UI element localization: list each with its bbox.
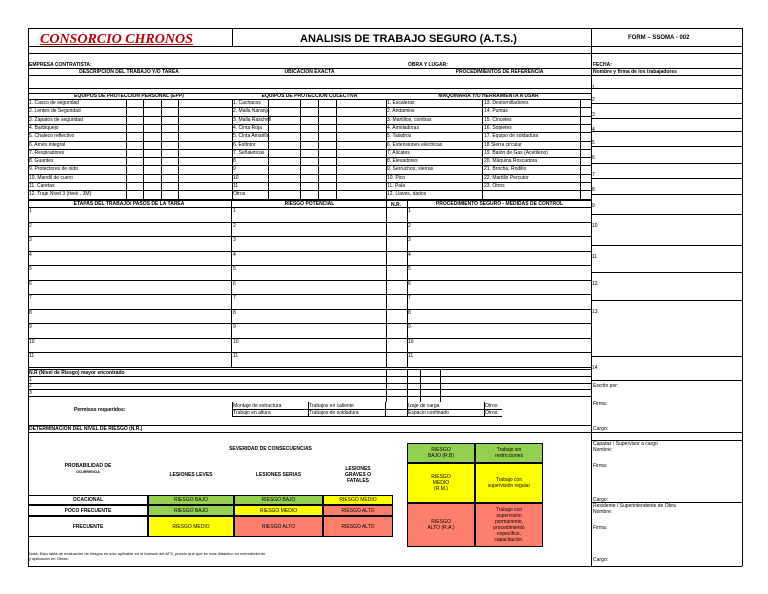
worker-number: 7 <box>592 172 595 178</box>
epp-item: 6. Arnés integral <box>29 141 66 148</box>
risk-cell: RIESGO ALTO <box>234 516 323 537</box>
maq-item: 15. Cinceles <box>484 116 512 123</box>
matrix-note-line1: Nota: Esta tabla de evaluación de riesgos es solo aplicable en el formato del ATS, puesto que que es más didáctico su entendimiento <box>29 551 266 556</box>
severity-col: LESIONES GRAVES O FATALES <box>344 466 372 484</box>
matrix-note <box>29 551 265 561</box>
desc-header: DESCRIPCION DEL TRABAJO Y/O TAREA <box>79 69 179 75</box>
permiso-item: Trabajo en altura <box>233 410 271 416</box>
epc-item: 7. Señaleticas <box>233 149 265 156</box>
risk-number: 7 <box>233 295 236 301</box>
epc-item: 9 <box>233 166 236 173</box>
proc-number: 3 <box>408 237 411 243</box>
risk-cell: RIESGO BAJO <box>234 495 323 505</box>
prob-label: PROBABILIDAD DE <box>64 463 112 469</box>
worker-number: 9 <box>592 203 595 209</box>
worker-number: 14 <box>592 365 598 371</box>
procedimientos-header: PROCEDIMIENTOS DE REFERENCIA <box>455 69 544 75</box>
maq-item: 5. Taladros <box>387 133 412 140</box>
risk-number: 1 <box>233 208 236 214</box>
epp-item: 8. Guantes <box>29 158 54 165</box>
prob-row-label: FRECUENTE <box>28 516 148 537</box>
proc-number: 7 <box>408 295 411 301</box>
maq-item: 12. Llaves, dados <box>387 191 427 198</box>
severity-col: LESIONES SERIAS <box>255 472 302 478</box>
step-number: 11 <box>29 353 35 359</box>
epc-item: 5. Cinta Amarilla <box>233 133 270 140</box>
risk-number: 9 <box>233 324 236 330</box>
proc-header: PROCEDIMIENTO SEGURO - MEDIDAS DE CONTROL <box>435 201 564 207</box>
epp-item: 11. Caretas <box>29 183 55 189</box>
legend-action: Trabajo sin restricciones <box>475 443 543 463</box>
epc-item: 4. Cinta Roja <box>233 124 262 131</box>
step-number: 8 <box>29 309 32 316</box>
maq-item: 3. Martillos, combas <box>387 116 432 123</box>
permiso-item: Montaje de estructura <box>233 403 282 409</box>
step-number: 10 <box>29 338 35 345</box>
nombre-firma-label: Nombre y firma de los trabajadores <box>593 69 677 75</box>
matrix-note-line2: y aplicación en Obras. <box>29 556 69 561</box>
maq-item: 20. Máquina Roscadora <box>484 158 538 165</box>
fecha-label: FECHA: <box>593 62 612 68</box>
form-code: FORM – SSOMA - 002 <box>628 35 690 41</box>
epc-item: 3. Malla Raschell <box>233 116 272 123</box>
epp-item: 4. Barbiquejo <box>29 124 59 131</box>
epp-header: EQUIPOS DE PROTECCION PERSONAL (EPP) <box>74 93 184 99</box>
maq-item: 7. Alicates <box>387 149 410 156</box>
cargo2-label: Cargo: <box>593 497 609 503</box>
risk-cell: RIESGO MEDIO <box>234 505 323 516</box>
permiso-item: Izaje de carga <box>408 403 440 409</box>
matrix-title: DETERMINACION DEL NIVEL DE RIESGO (N.R.) <box>29 426 143 432</box>
permisos-label: Permisos requeridos: <box>74 407 126 413</box>
permiso-item: Espacio confinado <box>408 410 449 416</box>
permiso-item: Otros: <box>485 403 499 409</box>
company-name: CONSORCIO CHRONOS <box>40 32 193 47</box>
worker-number: 1 <box>592 85 595 91</box>
firma2-label: Firma: <box>593 463 608 469</box>
maq-item: 2. Andamios <box>387 108 415 115</box>
cargo3-label: Cargo: <box>593 557 609 563</box>
legend-action: Trabajo con supervisión permanente, procedimiento específico, capacitación. <box>475 503 543 547</box>
epp-item: 2. Lentes de Seguridad <box>29 108 81 115</box>
maq-item: 23. Otros <box>484 183 505 189</box>
legend-action: Trabajo con supervisión regular <box>475 463 543 503</box>
step-number: 6 <box>29 280 32 287</box>
residente-label: Residente / Superintendente de Obra <box>593 503 676 509</box>
maq-item: 8. Elevadores <box>387 158 418 165</box>
maq-header: MAQUINARIA Y/O HERRAMIENTA A USAR <box>438 93 539 99</box>
nr-row-number: 1 <box>29 376 32 383</box>
worker-number: 3 <box>592 112 595 118</box>
legend-level: RIESGO BAJO (R.B) <box>407 443 475 463</box>
maq-item: 18 Sierra circular <box>484 141 522 148</box>
nr-header: N.R. <box>391 202 401 208</box>
prob-row-label: POCO FRECUENTE <box>28 505 148 516</box>
step-number: 7 <box>29 295 32 301</box>
maq-item: 21. Brocha, Rodillo <box>484 166 527 173</box>
maq-item: 10. Pico <box>387 174 406 181</box>
proc-number: 4 <box>408 251 411 258</box>
firma3-label: Firma: <box>593 525 608 531</box>
risk-number: 6 <box>233 280 236 287</box>
permiso-item: Trabajos en caliente <box>309 403 354 409</box>
epc-item: Otros <box>233 191 246 198</box>
worker-number: 5 <box>592 140 595 146</box>
risk-cell: RIESGO MEDIO <box>148 516 234 537</box>
proc-number: 6 <box>408 280 411 287</box>
risk-cell: RIESGO ALTO <box>323 505 393 516</box>
ubicacion-header: UBICACIÓN EXACTA <box>284 69 335 75</box>
epc-item: 10 <box>233 174 239 181</box>
worker-number: 10 <box>592 223 598 229</box>
maq-item: 11. Pala <box>387 183 405 189</box>
prob-row-label: OCACIONAL <box>28 495 148 505</box>
step-number: 9 <box>29 324 32 330</box>
severity-col: LESIONES LEVES <box>169 472 213 478</box>
risk-number: 10 <box>233 338 239 345</box>
maq-item: 14. Puntas <box>484 108 508 115</box>
risk-number: 2 <box>233 222 236 229</box>
obra-label: OBRA Y LUGAR: <box>408 62 448 68</box>
epc-item: 2. Malla Naranja <box>233 108 270 115</box>
legend-level: RIESGO MEDIO (R.M.) <box>407 463 475 503</box>
legend-level: RIESGO ALTO (R.A.) <box>407 503 475 547</box>
epc-item: 11 <box>233 183 239 189</box>
worker-number: 11 <box>592 254 598 260</box>
risk-number: 5 <box>233 266 236 272</box>
proc-number: 8 <box>408 309 411 316</box>
proc-number: 11 <box>408 353 414 359</box>
worker-number: 13 <box>592 309 598 315</box>
epp-item: 3. Zapatos de seguridad <box>29 116 83 123</box>
ocurrencia-label: OCURRENCIA <box>76 470 100 474</box>
step-number: 5 <box>29 266 32 272</box>
epc-item: 6. Extintor <box>233 141 256 148</box>
risk-cell: RIESGO ALTO <box>323 516 393 537</box>
riesgo-header: RIESGO POTENCIAL <box>284 201 335 207</box>
maq-item: 9. Serruchos, sierras <box>387 166 434 173</box>
step-number: 4 <box>29 251 32 258</box>
risk-number: 8 <box>233 309 236 316</box>
severity-header: SEVERIDAD DE CONSECUENCIAS <box>229 446 312 452</box>
maq-item: 13. Destornilladores <box>484 100 529 106</box>
epp-item: 1. Casco de seguridad <box>29 100 80 106</box>
etapas-header: ETAPAS DEL TRABAJO/ PASOS DE LA TAREA <box>73 201 185 207</box>
nombre-label: Nombre: <box>593 447 613 453</box>
step-number: 3 <box>29 237 32 243</box>
prob-header <box>28 443 148 495</box>
risk-number: 4 <box>233 251 236 258</box>
proc-number: 5 <box>408 266 411 272</box>
risk-cell: RIESGO BAJO <box>148 505 234 516</box>
firma-label: Firma: <box>593 401 608 407</box>
capataz-label: Capataz / Supervisor a cargo <box>593 441 658 447</box>
permiso-item: Trabajos de soldadura <box>309 410 359 416</box>
worker-number: 12 <box>592 281 598 287</box>
epp-item: 7. Respiradores <box>29 149 65 156</box>
nr-row-number: 3 <box>29 389 32 396</box>
epc-item: 1. Cachacos <box>233 100 261 106</box>
maq-item: 6. Extensiones eléctricas <box>387 141 443 148</box>
maq-item: 4. Amoladoras <box>387 124 419 131</box>
worker-number: 8 <box>592 187 595 193</box>
risk-number: 11 <box>233 353 239 359</box>
worker-number: 6 <box>592 155 595 161</box>
form-title: ANALISIS DE TRABAJO SEGURO (A.T.S.) <box>300 33 517 45</box>
proc-number: 2 <box>408 222 411 229</box>
nr-row-number: 2 <box>29 383 32 389</box>
escrito-por-label: Escrito por: <box>593 383 619 389</box>
epp-item: 9. Protectores de oido <box>29 166 78 173</box>
risk-cell: RIESGO BAJO <box>148 495 234 505</box>
maq-item: 22. Martillo Percutor <box>484 174 529 181</box>
nr-title: N.R (Nivel de Riesgo) mayor encontrado <box>29 370 125 376</box>
maq-item: 17. Equipo de soldadura <box>484 133 539 140</box>
step-number: 2 <box>29 222 32 229</box>
empresa-label: EMPRESA CONTRATISTA: <box>29 62 92 68</box>
risk-cell: RIESGO MEDIO <box>323 495 393 505</box>
maq-item: 16. Sopletes <box>484 124 512 131</box>
proc-number: 10 <box>408 338 414 345</box>
maq-item: 1. Escaleras <box>387 100 415 106</box>
cargo-label: Cargo: <box>593 426 609 432</box>
proc-number: 9 <box>408 324 411 330</box>
nombre2-label: Nombre: <box>593 509 613 515</box>
worker-number: 4 <box>592 127 595 133</box>
worker-number: 2 <box>592 97 595 103</box>
epp-item: 5. Chaleco reflectivo <box>29 133 75 140</box>
risk-number: 3 <box>233 237 236 243</box>
epc-header: EQUIPOS DE PROTECCION COLECTIVA <box>261 93 358 99</box>
proc-number: 1 <box>408 208 411 214</box>
epp-item: 12. Traje Nivel 3 (tivek , 3M) <box>29 191 92 198</box>
permiso-item: Otros: <box>485 410 499 416</box>
maq-item: 19. Balón de Gas (Acetileno) <box>484 149 548 156</box>
step-number: 1 <box>29 208 32 214</box>
epc-item: 8 <box>233 158 236 165</box>
epp-item: 10. Mandil de cuero <box>29 174 73 181</box>
